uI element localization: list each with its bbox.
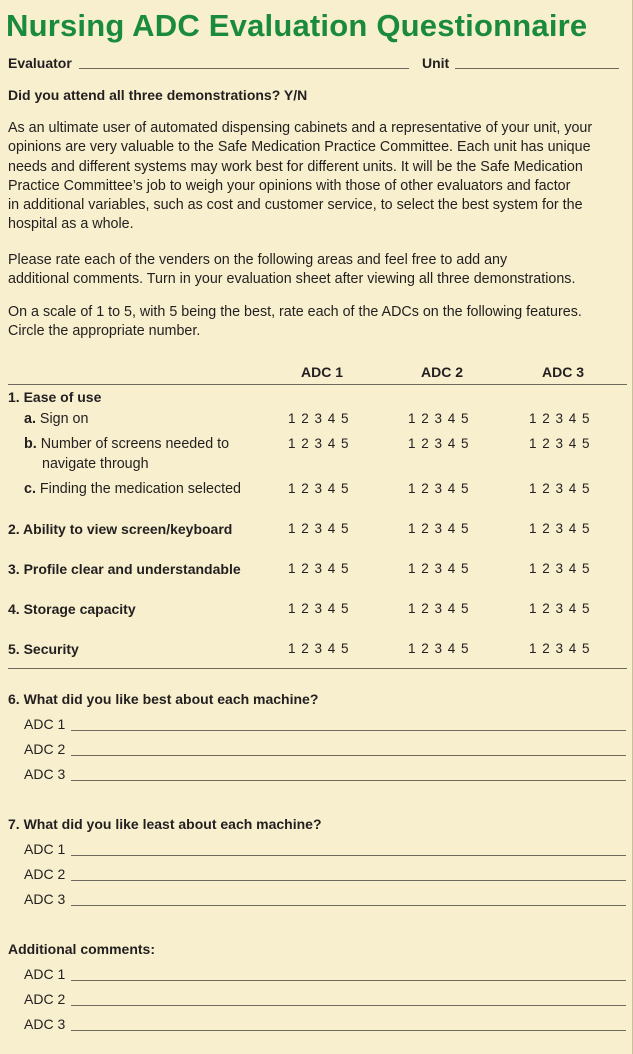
column-header-adc1: ADC 1 — [301, 364, 344, 380]
comment-field-adc3[interactable] — [71, 1030, 626, 1031]
q6-answer-label-adc3: ADC 3 — [24, 766, 66, 782]
intro-line: needs and different systems may work best for different units. It will be the Safe Medication — [8, 158, 583, 175]
rating-scale-q1a-adc2[interactable]: 1 2 3 4 5 — [408, 411, 469, 426]
question-1b-continued: navigate through — [42, 456, 149, 472]
rate-line: additional comments. Turn in your evaluation sheet after viewing all three demonstrations. — [8, 271, 576, 288]
scale-line: On a scale of 1 to 5, with 5 being the best, rate each of the ADCs on the following features. — [8, 304, 582, 320]
rating-scale-q1b-adc2[interactable]: 1 2 3 4 5 — [408, 436, 469, 451]
rating-scale-q3-adc3[interactable]: 1 2 3 4 5 — [529, 561, 590, 576]
q7-answer-label-adc1: ADC 1 — [24, 841, 66, 857]
rating-scale-q2-adc3[interactable]: 1 2 3 4 5 — [529, 521, 590, 536]
question-5-title: 5. Security — [8, 641, 79, 657]
q6-answer-field-adc2[interactable] — [71, 755, 626, 756]
item-letter: b. — [24, 436, 37, 452]
comment-field-adc1[interactable] — [71, 980, 626, 981]
q7-answer-field-adc1[interactable] — [71, 855, 626, 856]
rating-scale-q1b-adc1[interactable]: 1 2 3 4 5 — [288, 436, 349, 451]
page-title: Nursing ADC Evaluation Questionnaire — [6, 8, 588, 43]
q7-answer-field-adc3[interactable] — [71, 905, 626, 906]
comment-label-adc2: ADC 2 — [24, 991, 66, 1007]
q6-answer-label-adc2: ADC 2 — [24, 741, 66, 757]
question-1c — [24, 481, 241, 497]
rating-scale-q1c-adc2[interactable]: 1 2 3 4 5 — [408, 481, 469, 496]
intro-line: hospital as a whole. — [8, 216, 134, 233]
rating-scale-q1a-adc3[interactable]: 1 2 3 4 5 — [529, 411, 590, 426]
unit-label: Unit — [422, 55, 450, 71]
question-4-title: 4. Storage capacity — [8, 601, 136, 617]
item-letter: a. — [24, 411, 36, 427]
q6-answer-field-adc3[interactable] — [71, 780, 626, 781]
additional-comments-title: Additional comments: — [8, 941, 156, 957]
item-text: Finding the medication selected — [39, 481, 241, 497]
rating-scale-q2-adc2[interactable]: 1 2 3 4 5 — [408, 521, 469, 536]
rating-scale-q2-adc1[interactable]: 1 2 3 4 5 — [288, 521, 349, 536]
q7-answer-field-adc2[interactable] — [71, 880, 626, 881]
unit-field[interactable] — [455, 68, 619, 69]
rating-scale-q4-adc3[interactable]: 1 2 3 4 5 — [529, 601, 590, 616]
question-3-title: 3. Profile clear and understandable — [8, 561, 241, 577]
question-7-title: 7. What did you like least about each machine? — [8, 816, 322, 832]
q7-answer-label-adc2: ADC 2 — [24, 866, 66, 882]
question-6-title: 6. What did you like best about each machine? — [8, 691, 319, 707]
q6-answer-label-adc1: ADC 1 — [24, 716, 66, 732]
rating-scale-q4-adc2[interactable]: 1 2 3 4 5 — [408, 601, 469, 616]
intro-line: As an ultimate user of automated dispensing cabinets and a representative of your unit, your — [8, 120, 593, 136]
rating-scale-q5-adc3[interactable]: 1 2 3 4 5 — [529, 641, 590, 656]
rating-scale-q1b-adc3[interactable]: 1 2 3 4 5 — [529, 436, 590, 451]
evaluator-label: Evaluator — [8, 55, 72, 71]
rating-scale-q1c-adc1[interactable]: 1 2 3 4 5 — [288, 481, 349, 496]
q7-answer-label-adc3: ADC 3 — [24, 891, 66, 907]
section-divider — [8, 668, 627, 669]
question-2-title: 2. Ability to view screen/keyboard — [8, 521, 233, 537]
question-1a — [24, 411, 88, 427]
rating-scale-q1c-adc3[interactable]: 1 2 3 4 5 — [529, 481, 590, 496]
rate-paragraph — [8, 251, 626, 290]
rating-scale-q3-adc2[interactable]: 1 2 3 4 5 — [408, 561, 469, 576]
q6-answer-field-adc1[interactable] — [71, 730, 626, 731]
intro-line: Practice Committee’s job to weigh your opinions with those of other evaluators and factor — [8, 177, 571, 194]
item-text: Number of screens needed to — [40, 436, 230, 452]
item-letter: c. — [24, 481, 36, 497]
rating-scale-q4-adc1[interactable]: 1 2 3 4 5 — [288, 601, 349, 616]
header-divider — [8, 384, 627, 385]
rating-scale-q5-adc2[interactable]: 1 2 3 4 5 — [408, 641, 469, 656]
question-1-title: 1. Ease of use — [8, 389, 102, 405]
rate-line: Please rate each of the venders on the following areas and feel free to add any — [8, 252, 508, 268]
question-1b — [24, 436, 229, 452]
rating-scale-q5-adc1[interactable]: 1 2 3 4 5 — [288, 641, 349, 656]
column-header-adc2: ADC 2 — [421, 364, 464, 380]
comment-label-adc1: ADC 1 — [24, 966, 66, 982]
scale-line: Circle the appropriate number. — [8, 323, 201, 340]
comment-label-adc3: ADC 3 — [24, 1016, 66, 1032]
intro-paragraph — [8, 119, 626, 235]
evaluator-field[interactable] — [79, 68, 409, 69]
rating-scale-q1a-adc1[interactable]: 1 2 3 4 5 — [288, 411, 349, 426]
intro-line: in additional variables, such as cost and customer service, to select the best system for the — [8, 197, 583, 214]
attendance-question: Did you attend all three demonstrations? Y/N — [8, 87, 308, 103]
item-text: Sign on — [39, 411, 89, 427]
rating-scale-q3-adc1[interactable]: 1 2 3 4 5 — [288, 561, 349, 576]
intro-line: opinions are very valuable to the Safe Medication Practice Committee. Each unit has unique — [8, 139, 591, 156]
column-header-adc3: ADC 3 — [542, 364, 585, 380]
comment-field-adc2[interactable] — [71, 1005, 626, 1006]
scale-paragraph — [8, 303, 626, 342]
